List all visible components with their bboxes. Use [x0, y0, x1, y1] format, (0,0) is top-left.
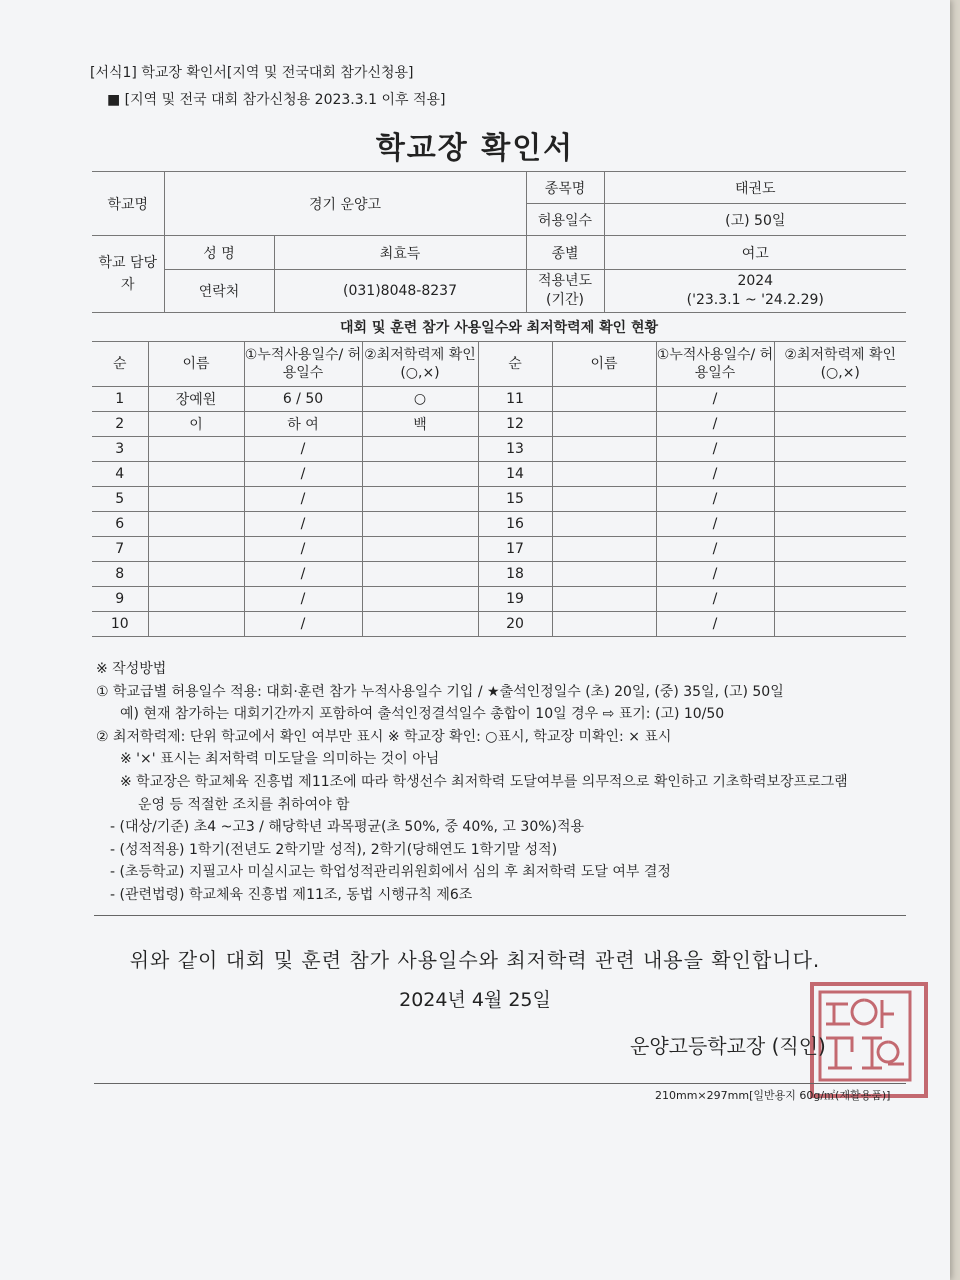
row-no: 4 — [92, 462, 148, 487]
row-days-2: / — [656, 462, 774, 487]
col-name: 이름 — [148, 342, 244, 387]
row-no: 2 — [92, 412, 148, 437]
row-days: / — [244, 512, 362, 537]
row-no: 5 — [92, 487, 148, 512]
row-name-2 — [552, 462, 656, 487]
row-min-2 — [774, 387, 906, 412]
writing-notes — [96, 658, 848, 907]
row-days-2: / — [656, 487, 774, 512]
divider-top — [94, 915, 906, 916]
row-days-2: / — [656, 437, 774, 462]
divider-bottom — [94, 1083, 906, 1084]
gender-label: 종별 — [526, 236, 604, 270]
row-days: / — [244, 487, 362, 512]
row-min-2 — [774, 437, 906, 462]
row-min-2 — [774, 512, 906, 537]
row-name-2 — [552, 387, 656, 412]
year-value: 2024 — [737, 273, 774, 289]
row-no: 9 — [92, 587, 148, 612]
note-1-example: 예) 현재 참가하는 대회기간까지 포함하여 출석인정결석일수 총합이 10일 경우 ⇨ 표기: (고) 10/50 — [120, 706, 725, 723]
note-2: ② 최저학력제: 단위 학교에서 확인 여부만 표시 ※ 학교장 확인: ○표시, 학교장 미확인: × 표시 — [96, 728, 672, 745]
principal-signature: 운양고등학교장 (직인) — [630, 1034, 826, 1058]
row-name-2 — [552, 562, 656, 587]
row-min-2 — [774, 587, 906, 612]
note-law: - (관련법령) 학교체육 진흥법 제11조, 동법 시행규칙 제6조 — [110, 886, 473, 903]
table-row — [92, 387, 906, 412]
note-2-sub-2-cont: 운영 등 적절한 조치를 취하여야 함 — [138, 796, 350, 813]
row-name-2 — [552, 487, 656, 512]
allowed-days-label: 허용일수 — [526, 204, 604, 236]
note-1: ① 학교급별 허용일수 적용: 대회·훈련 참가 누적사용일수 기입 / ★출석인정일수 (초) 20일, (중) 35일, (고) 50일 — [96, 683, 784, 700]
row-no-2: 19 — [478, 587, 552, 612]
row-min: 백 — [362, 412, 478, 437]
table-row — [92, 537, 906, 562]
document-title: 학교장 확인서 — [375, 131, 575, 166]
row-name — [148, 612, 244, 637]
row-days-2: / — [656, 387, 774, 412]
row-no: 7 — [92, 537, 148, 562]
official-seal — [810, 982, 928, 1098]
table-row — [92, 612, 906, 637]
row-no: 1 — [92, 387, 148, 412]
period-value: ('23.3.1 ~ '24.2.29) — [686, 292, 824, 308]
row-min — [362, 487, 478, 512]
row-min — [362, 587, 478, 612]
row-no: 8 — [92, 562, 148, 587]
row-days: / — [244, 562, 362, 587]
row-min-2 — [774, 487, 906, 512]
note-target: - (대상/기준) 초4 ~고3 / 해당학년 과목평균(초 50%, 중 40%, 고 30%)적용 — [110, 819, 585, 836]
row-name: 이 — [148, 412, 244, 437]
name-label: 성 명 — [164, 236, 274, 270]
row-no: 3 — [92, 437, 148, 462]
row-days: 하 여 — [244, 412, 362, 437]
row-no-2: 20 — [478, 612, 552, 637]
row-no-2: 11 — [478, 387, 552, 412]
row-min-2 — [774, 412, 906, 437]
row-no-2: 14 — [478, 462, 552, 487]
row-no: 10 — [92, 612, 148, 637]
form-number-line: [서식1] 학교장 확인서[지역 및 전국대회 참가신청용] — [90, 65, 414, 81]
seal-icon — [814, 986, 916, 1086]
row-name — [148, 487, 244, 512]
table-row — [92, 512, 906, 537]
row-days-2: / — [656, 537, 774, 562]
row-no-2: 12 — [478, 412, 552, 437]
col-days: ①누적사용일수/ 허용일수 — [244, 342, 362, 387]
table-row — [92, 437, 906, 462]
usage-table — [92, 312, 906, 637]
row-name: 장예원 — [148, 387, 244, 412]
contact-value: (031)8048-8237 — [274, 270, 526, 313]
school-value: 경기 운양고 — [164, 172, 526, 236]
row-no-2: 17 — [478, 537, 552, 562]
table-row — [92, 412, 906, 437]
row-name — [148, 587, 244, 612]
col-days-2: ①누적사용일수/ 허용일수 — [656, 342, 774, 387]
row-min-2 — [774, 562, 906, 587]
row-min — [362, 462, 478, 487]
usage-caption: 대회 및 훈련 참가 사용일수와 최저학력제 확인 현황 — [92, 313, 906, 342]
row-days-2: / — [656, 562, 774, 587]
confirm-statement: 위와 같이 대회 및 훈련 참가 사용일수와 최저학력 관련 내용을 확인합니다. — [129, 948, 821, 972]
row-days: / — [244, 437, 362, 462]
event-value: 태권도 — [604, 172, 906, 204]
row-name — [148, 512, 244, 537]
row-min — [362, 612, 478, 637]
col-min-2: ②최저학력제 확인(○,×) — [774, 342, 906, 387]
row-no-2: 15 — [478, 487, 552, 512]
row-days-2: / — [656, 412, 774, 437]
row-min — [362, 512, 478, 537]
note-elementary: - (초등학교) 지필고사 미실시교는 학업성적관리위원회에서 심의 후 최저학력 도달 여부 결정 — [110, 864, 671, 881]
issue-date: 2024년 4월 25일 — [399, 989, 551, 1011]
school-label: 학교명 — [92, 172, 164, 236]
row-name — [148, 462, 244, 487]
note-2-sub-1: ※ '×' 표시는 최저학력 미도달을 의미하는 것이 아님 — [120, 751, 440, 768]
row-min — [362, 562, 478, 587]
note-title: ※ 작성방법 — [96, 661, 167, 677]
row-days: / — [244, 612, 362, 637]
row-name-2 — [552, 612, 656, 637]
note-2-sub-2: ※ 학교장은 학교체육 진흥법 제11조에 따라 학생선수 최저학력 도달여부를 의무적으로 확인하고 기초학력보장프로그램 — [120, 773, 848, 790]
row-name-2 — [552, 537, 656, 562]
table-row — [92, 562, 906, 587]
row-name — [148, 537, 244, 562]
table-row — [92, 487, 906, 512]
row-name-2 — [552, 437, 656, 462]
apply-date-line: ■ [지역 및 전국 대회 참가신청용 2023.3.1 이후 적용] — [107, 92, 446, 108]
row-min — [362, 437, 478, 462]
row-min: ○ — [362, 387, 478, 412]
row-days: / — [244, 587, 362, 612]
row-days-2: / — [656, 512, 774, 537]
row-name — [148, 437, 244, 462]
row-min-2 — [774, 537, 906, 562]
row-min-2 — [774, 612, 906, 637]
manager-label: 학교 담당자 — [92, 236, 164, 313]
table-row — [92, 462, 906, 487]
row-days-2: / — [656, 587, 774, 612]
row-name-2 — [552, 512, 656, 537]
year-label: 적용년도 (기간) — [526, 270, 604, 313]
row-no-2: 16 — [478, 512, 552, 537]
row-days: 6 / 50 — [244, 387, 362, 412]
paper-spec: 210mm×297mm[일반용지 60g/㎡(재활용품)] — [655, 1089, 891, 1102]
col-min: ②최저학력제 확인(○,×) — [362, 342, 478, 387]
row-days: / — [244, 537, 362, 562]
row-no: 6 — [92, 512, 148, 537]
row-no-2: 18 — [478, 562, 552, 587]
row-no-2: 13 — [478, 437, 552, 462]
col-no: 순 — [92, 342, 148, 387]
event-label: 종목명 — [526, 172, 604, 204]
year-cell — [604, 270, 906, 313]
col-no-2: 순 — [478, 342, 552, 387]
gender-value: 여고 — [604, 236, 906, 270]
allowed-days-value: (고) 50일 — [604, 204, 906, 236]
row-days: / — [244, 462, 362, 487]
name-value: 최효득 — [274, 236, 526, 270]
row-days-2: / — [656, 612, 774, 637]
table-row — [92, 587, 906, 612]
school-info-table — [92, 171, 906, 313]
row-name — [148, 562, 244, 587]
row-min-2 — [774, 462, 906, 487]
row-min — [362, 537, 478, 562]
col-name-2: 이름 — [552, 342, 656, 387]
note-grades: - (성적적용) 1학기(전년도 2학기말 성적), 2학기(당해연도 1학기말 성적) — [110, 841, 558, 858]
row-name-2 — [552, 412, 656, 437]
contact-label: 연락처 — [164, 270, 274, 313]
row-name-2 — [552, 587, 656, 612]
